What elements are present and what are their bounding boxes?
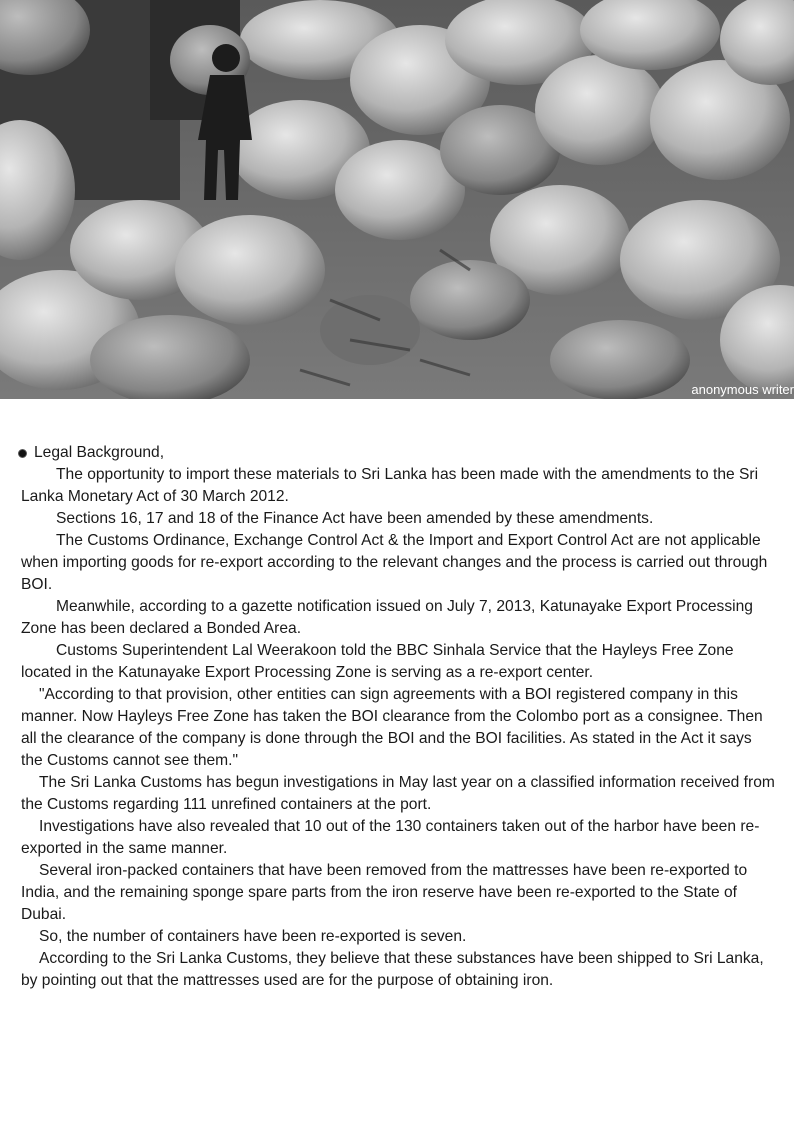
header-photo	[0, 0, 794, 399]
section-heading-text: Legal Background,	[34, 444, 165, 461]
paragraph: Investigations have also revealed that 10 out of the 130 containers taken out of the harbor have been re-exported in the same manner.	[21, 818, 760, 857]
paragraph: The opportunity to import these materials to Sri Lanka has been made with the amendments to the Sri Lanka Monetary Act of 30 March 2012.	[21, 466, 759, 505]
paragraph: Customs Superintendent Lal Weerakoon told the BBC Sinhala Service that the Hayleys Free Zone located in the Katunayake Export Processing Zone is serving as a re-export center.	[21, 642, 734, 681]
photo-credit: anonymous writer	[691, 382, 794, 397]
paragraph: The Customs Ordinance, Exchange Control Act & the Import and Export Control Act are not applicable when importing goods for re-export according to the relevant changes and the process is carried out through BOI.	[21, 532, 768, 593]
paragraph: Meanwhile, according to a gazette notification issued on July 7, 2013, Katunayake Export Processing Zone has been declared a Bonded Area.	[21, 598, 753, 637]
paragraph: Sections 16, 17 and 18 of the Finance Act have been amended by these amendments.	[56, 510, 654, 527]
bullet-icon	[18, 449, 27, 458]
article-body	[21, 442, 777, 992]
paragraph: Several iron-packed containers that have been removed from the mattresses have been re-exported to India, and the remaining sponge spare parts from the iron reserve have been re-exported to the State of Dubai.	[21, 862, 748, 923]
paragraph: According to the Sri Lanka Customs, they believe that these substances have been shipped to Sri Lanka, by pointing out that the mattresses used are for the purpose of obtaining iron.	[21, 950, 764, 989]
paragraph: The Sri Lanka Customs has begun investigations in May last year on a classified information received from the Customs regarding 111 unrefined containers at the port.	[21, 774, 775, 813]
waste-sacks-photo	[0, 0, 794, 399]
section-heading	[21, 442, 777, 464]
quote-paragraph: "According to that provision, other entities can sign agreements with a BOI registered company in this manner. Now Hayleys Free Zone has taken the BOI clearance from the Colombo port as a consignee. Then all the clearance of the company is done through the BOI and the BOI facilities. As stated in the Act it says the Customs cannot see them."	[21, 686, 763, 769]
paragraph: So, the number of containers have been re-exported is seven.	[39, 928, 467, 945]
